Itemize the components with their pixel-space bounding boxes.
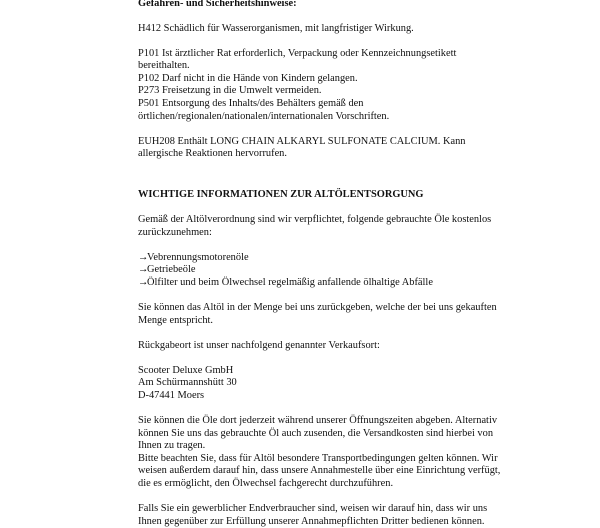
delivery-line: können Sie uns das gebrauchte Öl auch zusenden, die Versandkosten sind hierbei von bbox=[138, 427, 494, 439]
delivery-line: Sie können die Öle dort jederzeit während unserer Öffnungszeiten abgeben. Alternativ bbox=[138, 415, 498, 427]
euh-line: EUH208 Enthält LONG CHAIN ALKARYL SULFONATE CALCIUM. Kann bbox=[138, 135, 466, 147]
oil-intro-line: zurückzunehmen: bbox=[138, 226, 212, 238]
return-line: Menge entspricht. bbox=[138, 314, 214, 326]
list-item bbox=[138, 252, 578, 265]
arrow-right-icon: → bbox=[138, 264, 149, 276]
document-page bbox=[138, 0, 578, 528]
list-item bbox=[138, 264, 578, 277]
hazard-heading: Gefahren- und Sicherheitshinweise: bbox=[138, 0, 297, 9]
return-address bbox=[138, 365, 578, 403]
address-city: D-47441 Moers bbox=[138, 389, 205, 401]
arrow-right-icon: → bbox=[138, 251, 149, 263]
oil-disposal-heading: WICHTIGE INFORMATIONEN ZUR ALTÖLENTSORGUNG bbox=[138, 188, 424, 200]
commercial-line: Falls Sie ein gewerblicher Endverbraucher sind, weisen wir darauf hin, dass wir uns bbox=[138, 503, 488, 515]
precaution-line: örtlichen/regionalen/nationalen/internationalen Vorschriften. bbox=[138, 110, 390, 122]
delivery-info bbox=[138, 415, 578, 491]
return-line: Sie können das Altöl in der Menge bei uns zurückgeben, welche der bei uns gekauften bbox=[138, 302, 497, 313]
oil-item-label: Ölfilter und beim Ölwechsel regelmäßig anfallende ölhaltige Abfälle bbox=[147, 276, 433, 288]
commercial-customer-note bbox=[138, 503, 578, 528]
delivery-line: die es ermöglicht, den Ölwechsel fachgerecht durchzuführen. bbox=[138, 478, 394, 490]
address-street: Am Schürmannshütt 30 bbox=[138, 377, 237, 389]
euh208-statement bbox=[138, 136, 578, 161]
precaution-line: P101 Ist ärztlicher Rat erforderlich, Verpackung oder Kennzeichnungsetikett bbox=[138, 47, 457, 59]
oil-item-label: Getriebeöle bbox=[147, 264, 196, 276]
hazard-statement-h412 bbox=[138, 23, 578, 36]
precaution-line: P102 Darf nicht in die Hände von Kindern gelangen. bbox=[138, 72, 358, 84]
return-place-line: Rückgabeort ist unser nachfolgend genannter Verkaufsort: bbox=[138, 339, 380, 351]
oil-item-list bbox=[138, 252, 578, 290]
precautionary-statements bbox=[138, 48, 578, 124]
delivery-line: Ihnen zu tragen. bbox=[138, 440, 206, 452]
list-item bbox=[138, 277, 578, 290]
delivery-line: weisen außerdem darauf hin, dass unsere Annahmestelle über eine Einrichtung verfügt, bbox=[138, 465, 501, 477]
commercial-line: Ihnen gegenüber zur Erfüllung unserer Annahmepflichten Dritter bedienen können. bbox=[138, 515, 485, 527]
hazard-line: H412 Schädlich für Wasserorganismen, mit langfristiger Wirkung. bbox=[138, 22, 414, 34]
precaution-line: P273 Freisetzung in die Umwelt vermeiden. bbox=[138, 85, 322, 97]
precaution-line: P501 Entsorgung des Inhalts/des Behälters gemäß den bbox=[138, 98, 364, 110]
return-quantity-note bbox=[138, 302, 578, 327]
address-company: Scooter Deluxe GmbH bbox=[138, 364, 234, 376]
arrow-right-icon: → bbox=[138, 276, 149, 288]
precaution-line: bereithalten. bbox=[138, 60, 190, 72]
euh-line: allergische Reaktionen hervorrufen. bbox=[138, 148, 287, 160]
return-place-label bbox=[138, 340, 578, 353]
oil-item-label: Vebrennungsmotorenöle bbox=[147, 251, 249, 263]
oil-intro bbox=[138, 214, 578, 239]
delivery-line: Bitte beachten Sie, dass für Altöl besondere Transportbedingungen gelten können. Wir bbox=[138, 452, 498, 464]
oil-intro-line: Gemäß der Altölverordnung sind wir verpflichtet, folgende gebrauchte Öle kostenlos bbox=[138, 214, 492, 226]
